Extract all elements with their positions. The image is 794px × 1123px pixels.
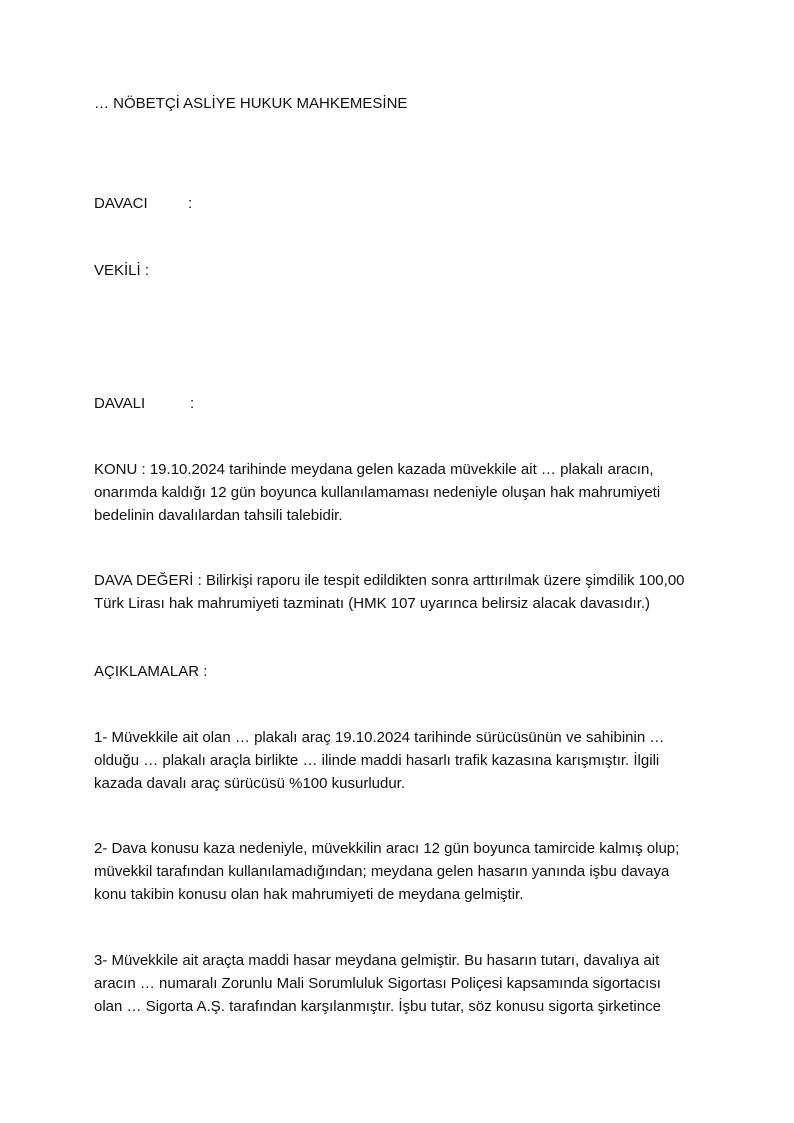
davali-colon: : bbox=[190, 395, 195, 412]
aciklama-item-3 bbox=[94, 949, 714, 1018]
aciklama-line: aracın … numaralı Zorunlu Mali Sorumluluk Sigortası Poliçesi kapsamında sigortacısı bbox=[94, 975, 661, 992]
aciklama-line: konu takibin konusu olan hak mahrumiyeti de meydana gelmiştir. bbox=[94, 886, 524, 903]
dava-degeri-line: Türk Lirası hak mahrumiyeti tazminatı (HMK 107 uyarınca belirsiz alacak davasıdır.) bbox=[94, 595, 651, 612]
court-heading: … NÖBETÇİ ASLİYE HUKUK MAHKEMESİNE bbox=[94, 95, 408, 112]
aciklama-item-2 bbox=[94, 837, 714, 906]
vekili-label: VEKİLİ : bbox=[94, 262, 150, 279]
davaci-colon: : bbox=[188, 195, 193, 212]
aciklama-line: 1- Müvekkile ait olan … plakalı araç 19.10.2024 tarihinde sürücüsünün ve sahibinin … bbox=[94, 729, 665, 746]
davali-row bbox=[94, 392, 195, 415]
davali-label: DAVALI bbox=[94, 395, 146, 412]
dava-degeri-line: DAVA DEĞERİ : Bilirkişi raporu ile tespit edildikten sonra arttırılmak üzere şimdilik 100,00 bbox=[94, 572, 685, 589]
dava-degeri-paragraph bbox=[94, 569, 714, 615]
aciklama-line: 3- Müvekkile ait araçta maddi hasar meydana gelmiştir. Bu hasarın tutarı, davalıya ait bbox=[94, 952, 660, 969]
konu-line: KONU : 19.10.2024 tarihinde meydana gelen kazada müvekkile ait … plakalı aracın, bbox=[94, 461, 654, 478]
konu-line: onarımda kaldığı 12 gün boyunca kullanılamaması nedeniyle oluşan hak mahrumiyeti bbox=[94, 484, 661, 501]
davaci-row bbox=[94, 192, 193, 215]
aciklama-line: olan … Sigorta A.Ş. tarafından karşılanmıştır. İşbu tutar, söz konusu sigorta şirketince bbox=[94, 998, 661, 1015]
aciklama-line: 2- Dava konusu kaza nedeniyle, müvekkilin aracı 12 gün boyunca tamircide kalmış olup; bbox=[94, 840, 680, 857]
aciklama-line: müvekkil tarafından kullanılamadığından; meydana gelen hasarın yanında işbu davaya bbox=[94, 863, 670, 880]
konu-line: bedelinin davalılardan tahsili talebidir. bbox=[94, 507, 343, 524]
aciklama-line: kazada davalı araç sürücüsü %100 kusurludur. bbox=[94, 775, 406, 792]
konu-paragraph bbox=[94, 458, 714, 527]
aciklama-line: olduğu … plakalı araçla birlikte … ilinde maddi hasarlı trafik kazasına karışmıştır. İlgili bbox=[94, 752, 660, 769]
davaci-label: DAVACI bbox=[94, 195, 148, 212]
aciklamalar-heading: AÇIKLAMALAR : bbox=[94, 663, 208, 680]
aciklama-item-1 bbox=[94, 726, 714, 795]
